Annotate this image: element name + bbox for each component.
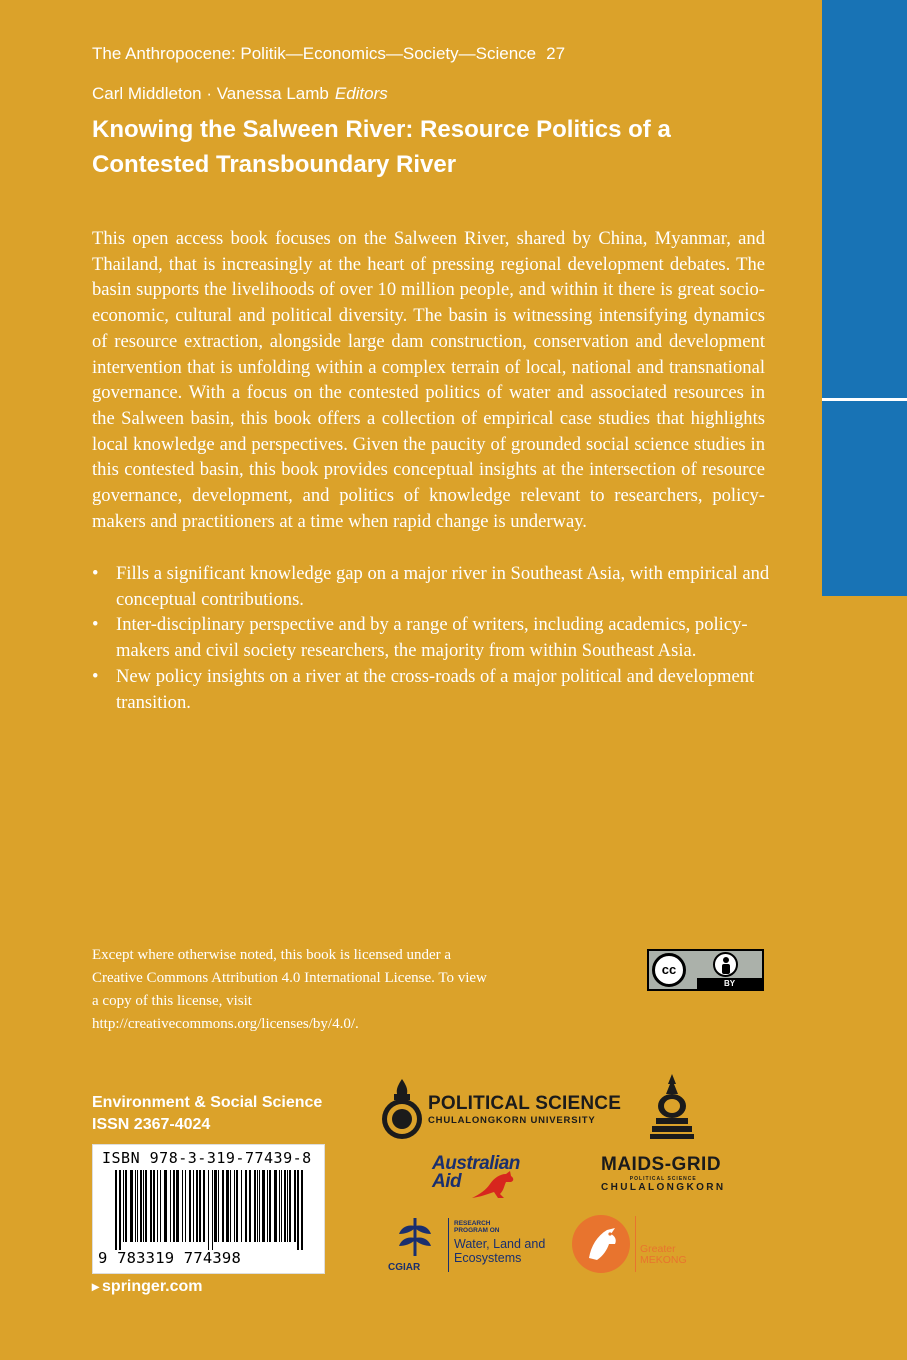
- greater-mekong-line2: MEKONG: [640, 1254, 687, 1266]
- barcode-bar: [164, 1170, 167, 1242]
- feature-item: • Inter-disciplinary perspective and by a range of writers, including academics, policy-makers and civil society researchers, the majority from within Southeast Asia.: [92, 612, 772, 663]
- wle-line2: PROGRAM ON: [454, 1227, 500, 1234]
- barcode-bar: [125, 1170, 127, 1242]
- barcode-bar: [185, 1170, 186, 1242]
- barcode-bar: [196, 1170, 198, 1242]
- barcode-bar: [199, 1170, 201, 1242]
- barcode-bar: [145, 1170, 147, 1242]
- feature-item: • Fills a significant knowledge gap on a major river in Southeast Asia, with empirical and conceptual contributions.: [92, 561, 772, 612]
- barcode-bar: [153, 1170, 155, 1242]
- attribution-person-icon: [713, 952, 738, 977]
- political-science-subtitle: CHULALONGKORN UNIVERSITY: [428, 1115, 596, 1126]
- feature-item: • New policy insights on a river at the cross-roads of a major political and development transition.: [92, 664, 772, 715]
- barcode-bar: [189, 1170, 191, 1242]
- cc-icon: cc: [652, 953, 686, 987]
- barcode-bar: [284, 1170, 286, 1242]
- springer-link[interactable]: [92, 1278, 203, 1296]
- barcode-bar: [218, 1170, 219, 1242]
- kangaroo-icon: [470, 1170, 516, 1200]
- barcode-bar: [137, 1170, 138, 1242]
- barcode-bar: [119, 1170, 121, 1250]
- barcode-digits: 9 783319 774398: [98, 1249, 241, 1267]
- barcode-bar: [254, 1170, 256, 1242]
- cgiar-label: CGIAR: [388, 1262, 421, 1273]
- springer-url: springer.com: [102, 1278, 203, 1295]
- maids-grid-title: MAIDS-GRID: [601, 1154, 722, 1175]
- barcode-bar: [287, 1170, 288, 1242]
- barcode-bar: [281, 1170, 282, 1242]
- maids-grid-logo: [601, 1154, 726, 1193]
- cgiar-leaf-icon: [395, 1216, 435, 1260]
- wle-logo: [454, 1220, 545, 1265]
- barcode-bar: [245, 1170, 247, 1242]
- cc-by-badge[interactable]: [647, 949, 764, 991]
- barcode-bar: [257, 1170, 258, 1242]
- barcode-bar: [262, 1170, 265, 1242]
- barcode-bar: [267, 1170, 268, 1242]
- barcode-bar: [230, 1170, 231, 1242]
- barcode-bar: [259, 1170, 260, 1242]
- barcode-bar: [212, 1170, 213, 1250]
- feature-list: [92, 561, 772, 715]
- barcode-bar: [249, 1170, 251, 1242]
- greater-mekong-bird-icon: [571, 1214, 631, 1274]
- barcode-bar: [193, 1170, 194, 1242]
- barcode-bar: [160, 1170, 161, 1242]
- wle-divider: [448, 1218, 449, 1272]
- editor-role: Editors: [334, 84, 388, 103]
- barcode-bar: [123, 1170, 124, 1242]
- barcode-bar: [269, 1170, 271, 1242]
- political-science-title: POLITICAL SCIENCE: [428, 1093, 622, 1114]
- series-line: [92, 44, 565, 64]
- barcode-bar: [294, 1170, 296, 1242]
- subject-block: [92, 1092, 322, 1136]
- series-volume: 27: [546, 44, 566, 63]
- barcode-bar: [234, 1170, 235, 1242]
- barcode-bar: [301, 1170, 303, 1250]
- wle-line1: RESEARCH: [454, 1220, 491, 1227]
- political-science-logo: [428, 1093, 621, 1126]
- barcode-bar: [135, 1170, 136, 1242]
- wle-line3: Water, Land and: [454, 1237, 546, 1251]
- barcode-bar: [176, 1170, 179, 1242]
- barcode-bar: [289, 1170, 291, 1242]
- barcode-bar: [236, 1170, 238, 1242]
- greater-mekong-divider: [635, 1216, 636, 1272]
- barcode-bar: [173, 1170, 175, 1242]
- book-description: This open access book focuses on the Salween River, shared by China, Myanmar, and Thailand, that is increasingly at the heart of pressing regional development debates. The basin supports the livelihoods of over 10 million people, and within it there is great socio-economic, cultural and political diversity. The basin is witnessing intensifying dynamics of resource extraction, alongside large dam construction, conservation and development intervention that is unfolding within a complex terrain of local, national and transnational governance. With a focus on the contested politics of water and associated resources in the Salween basin, this book offers a collection of empirical case studies that highlights local knowledge and perspectives. Given the paucity of grounded social science studies in this contested basin, this book provides conceptual insights at the intersection of resource governance, development, and politics of knowledge relevant to researchers, policy-makers and practitioners at a time when rapid change is underway.: [92, 228, 765, 532]
- barcode-bar: [115, 1170, 117, 1250]
- australian-aid-line2: Aid: [432, 1171, 462, 1192]
- series-name: The Anthropocene: Politik—Economics—Society—Science: [92, 44, 537, 63]
- spine-color-band: [822, 0, 907, 596]
- barcode-bar: [203, 1170, 205, 1242]
- barcode-bar: [274, 1170, 277, 1242]
- subject-label: Environment & Social Science: [92, 1094, 323, 1111]
- barcode-bar: [140, 1170, 142, 1242]
- band-divider: [822, 398, 907, 401]
- barcode-bar: [222, 1170, 224, 1242]
- barcode-bar: [279, 1170, 280, 1242]
- wle-line4: Ecosystems: [454, 1251, 522, 1265]
- chulalongkorn-emblem-icon: [648, 1072, 696, 1140]
- barcode-bar: [130, 1170, 133, 1242]
- license-text: Except where otherwise noted, this book is licensed under a Creative Commons Attribution 4.0 International License. To view a copy of this license, visit http://creativecommons.org/licenses/by/4.0/.: [92, 947, 487, 1032]
- arrow-right-icon: ▸: [92, 1278, 100, 1294]
- barcode-bar: [170, 1170, 171, 1242]
- isbn-text: ISBN 978-3-319-77439-8: [102, 1149, 312, 1167]
- barcode-bar: [182, 1170, 183, 1242]
- barcode-bar: [297, 1170, 299, 1250]
- book-title: Knowing the Salween River: Resource Politics of a Contested Transboundary River: [92, 116, 671, 178]
- barcode-bar: [157, 1170, 158, 1242]
- barcode-bar: [226, 1170, 229, 1242]
- barcode-bar: [241, 1170, 242, 1242]
- by-label: BY: [697, 978, 762, 989]
- editors-line: [92, 84, 388, 104]
- barcode-bar: [143, 1170, 144, 1242]
- barcode-bars: [115, 1170, 305, 1250]
- barcode-bar: [214, 1170, 217, 1242]
- maids-grid-tagline: POLITICAL SCIENCE: [629, 1176, 697, 1182]
- greater-mekong-logo: [640, 1244, 687, 1266]
- maids-grid-subtitle: CHULALONGKORN: [601, 1182, 726, 1193]
- greater-mekong-line1: Greater: [640, 1243, 676, 1255]
- editor-names: Carl Middleton · Vanessa Lamb: [92, 84, 329, 103]
- isbn-barcode: [92, 1144, 325, 1274]
- political-science-seal-icon: [380, 1077, 424, 1141]
- barcode-bar: [208, 1170, 209, 1250]
- australian-aid-line1: Australian: [432, 1153, 520, 1174]
- issn-label: ISSN 2367-4024: [92, 1116, 211, 1133]
- barcode-bar: [150, 1170, 152, 1242]
